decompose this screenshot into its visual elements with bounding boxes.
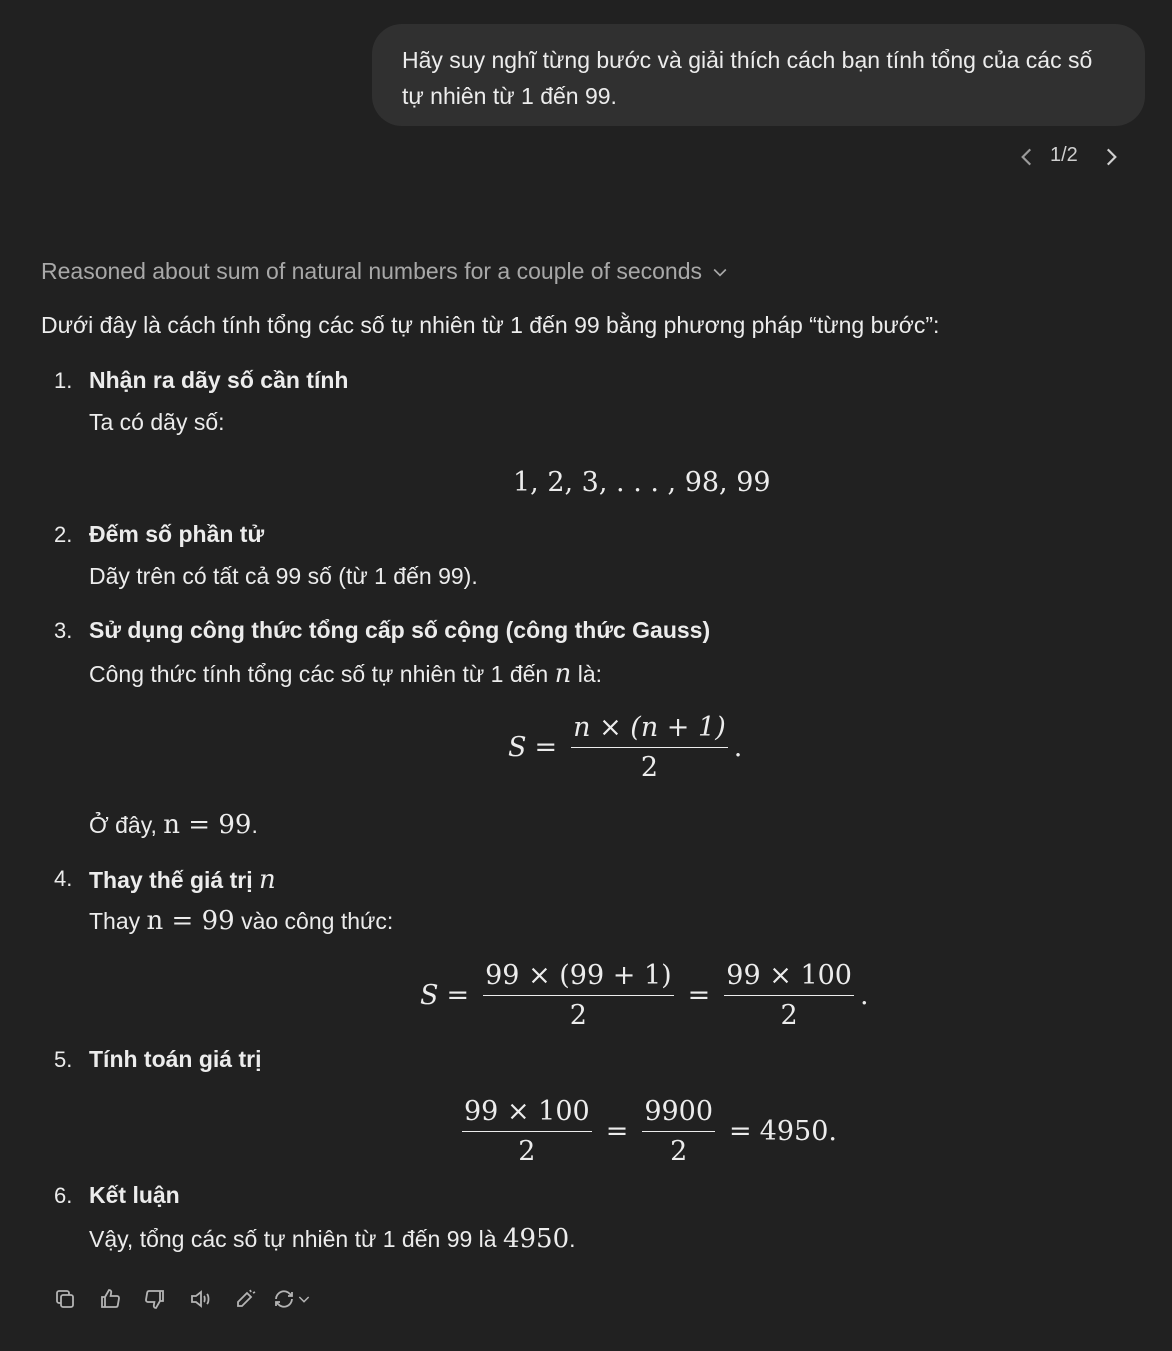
- math-fraction: [724, 960, 854, 1031]
- step-number: 1.: [54, 368, 73, 393]
- step-text-part: .: [569, 1226, 576, 1252]
- step-title: Tính toán giá trị: [89, 1046, 262, 1072]
- math-display: [420, 960, 869, 1031]
- math-variable: n: [258, 865, 276, 895]
- chevron-down-icon: [296, 1291, 312, 1307]
- step-text: Dãy trên có tất cả 99 số (từ 1 đến 99).: [89, 563, 478, 589]
- edit-icon[interactable]: [222, 1282, 267, 1316]
- fraction-denominator: 2: [640, 752, 659, 783]
- step-title: Kết luận: [89, 1182, 180, 1208]
- step-text-part: vào công thức:: [234, 908, 394, 934]
- chevron-down-icon: [710, 262, 730, 282]
- step-number: 6.: [54, 1183, 73, 1208]
- step-text-part: .: [251, 812, 258, 838]
- step-text-part: Vậy, tổng các số tự nhiên từ 1 đến 99 là: [89, 1226, 503, 1252]
- step-number: 2.: [54, 522, 73, 547]
- step-number: 4.: [54, 866, 73, 891]
- fraction-denominator: 2: [569, 1000, 587, 1031]
- math-result: 4950.: [759, 1116, 837, 1147]
- step-text: [89, 906, 393, 936]
- response-intro: Dưới đây là cách tính tổng các số tự nhiên từ 1 đến 99 bằng phương pháp “từng bước”:: [41, 312, 940, 338]
- copy-icon[interactable]: [42, 1282, 87, 1316]
- math-fraction: [642, 1096, 715, 1167]
- reasoning-toggle[interactable]: [41, 258, 730, 285]
- math-display: [513, 467, 771, 498]
- step-number: 5.: [54, 1047, 73, 1072]
- step-title: Đếm số phần tử: [89, 521, 265, 547]
- chevron-left-icon[interactable]: [1014, 144, 1040, 170]
- math-operator: =: [729, 1116, 752, 1147]
- chevron-right-icon[interactable]: [1098, 144, 1124, 170]
- step-text-part: Ở đây,: [89, 812, 164, 838]
- math-display: [456, 1096, 837, 1167]
- step-title-text: Thay thế giá trị: [89, 867, 253, 893]
- math-operator: =: [446, 980, 470, 1011]
- math-operator: =: [687, 980, 711, 1011]
- fraction-numerator: 99 × 100: [462, 1096, 592, 1132]
- step-title: Sử dụng công thức tổng cấp số cộng (công thức Gauss): [89, 617, 711, 643]
- step-text-part: Công thức tính tổng các số tự nhiên từ 1 đến: [89, 661, 549, 687]
- step-text-part: Thay: [89, 908, 147, 934]
- thumbs-down-icon[interactable]: [132, 1282, 177, 1316]
- step-title: [89, 865, 276, 895]
- math-display: [508, 712, 742, 783]
- math-punctuation: .: [733, 732, 743, 763]
- fraction-denominator: 2: [670, 1136, 688, 1167]
- math-inline: n = 99: [163, 810, 252, 840]
- math-fraction: [462, 1096, 592, 1167]
- fraction-numerator: 99 × (99 + 1): [483, 960, 674, 996]
- fraction-denominator: 2: [780, 1000, 798, 1031]
- math-operator: =: [605, 1116, 629, 1147]
- step-text-part: là:: [571, 661, 603, 687]
- response-pager: [1010, 140, 1130, 174]
- math-variable: S: [508, 732, 527, 763]
- math-operator: =: [534, 732, 558, 763]
- user-message-bubble: [372, 24, 1145, 126]
- math-punctuation: .: [859, 980, 869, 1011]
- step-text: Ta có dãy số:: [89, 409, 225, 435]
- fraction-numerator: 9900: [642, 1096, 715, 1132]
- fraction-denominator: 2: [518, 1136, 536, 1167]
- math-inline: n = 99: [146, 906, 235, 936]
- math-fraction: [483, 960, 674, 1031]
- step-text: [89, 659, 602, 689]
- sequence-expression: 1, 2, 3, . . . , 98, 99: [513, 467, 771, 498]
- fraction-numerator: n × (n + 1): [571, 712, 728, 748]
- fraction-numerator: 99 × 100: [724, 960, 854, 996]
- user-message-text: Hãy suy nghĩ từng bước và giải thích cách bạn tính tổng của các số tự nhiên từ 1 đến 99.: [402, 47, 1093, 109]
- step-note: [89, 810, 258, 840]
- pager-count: 1/2: [1050, 144, 1078, 166]
- step-title: Nhận ra dãy số cần tính: [89, 367, 349, 393]
- thumbs-up-icon[interactable]: [87, 1282, 132, 1316]
- math-variable: n: [554, 659, 572, 689]
- read-aloud-icon[interactable]: [177, 1282, 222, 1316]
- message-actions: [42, 1282, 317, 1316]
- reasoning-toggle-label: Reasoned about sum of natural numbers for a couple of seconds: [41, 258, 703, 284]
- step-number: 3.: [54, 618, 73, 643]
- regenerate-icon[interactable]: [267, 1282, 317, 1316]
- math-variable: S: [420, 980, 439, 1011]
- math-fraction: [571, 712, 728, 783]
- math-inline: 4950: [502, 1224, 570, 1254]
- step-text: [89, 1224, 576, 1254]
